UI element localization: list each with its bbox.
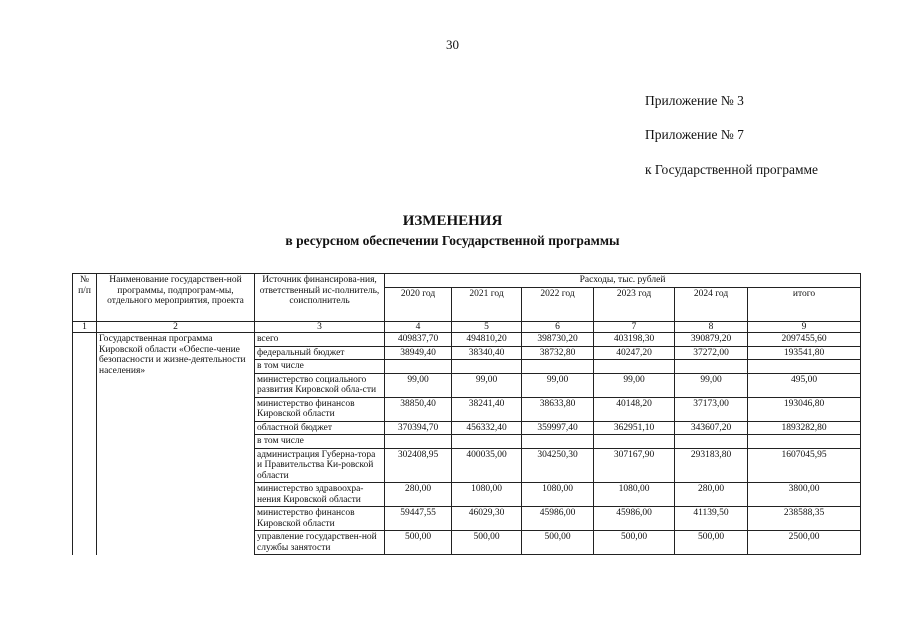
page-number: 30 <box>446 37 459 52</box>
column-index: 3 <box>255 321 385 333</box>
column-index: 9 <box>748 321 861 333</box>
funding-source: областной бюджет <box>255 421 385 435</box>
year-value: 390879,20 <box>675 333 748 347</box>
header-year: 2022 год <box>522 287 594 321</box>
header-year: 2024 год <box>675 287 748 321</box>
year-value: 38850,40 <box>385 397 452 421</box>
year-value <box>675 360 748 374</box>
year-value: 500,00 <box>675 531 748 555</box>
year-value: 304250,30 <box>522 448 594 483</box>
year-value: 1080,00 <box>452 483 522 507</box>
year-value: 280,00 <box>675 483 748 507</box>
year-value: 41139,50 <box>675 507 748 531</box>
year-value: 99,00 <box>452 373 522 397</box>
total-value: 193046,80 <box>748 397 861 421</box>
year-value: 99,00 <box>385 373 452 397</box>
funding-source: министерство социального развития Кировской обла-сти <box>255 373 385 397</box>
appendix-line-1: Приложение № 3 <box>645 93 744 108</box>
year-value: 59447,55 <box>385 507 452 531</box>
total-value: 2097455,60 <box>748 333 861 347</box>
total-value <box>748 435 861 449</box>
year-value: 38949,40 <box>385 346 452 360</box>
total-value: 3800,00 <box>748 483 861 507</box>
year-value <box>675 435 748 449</box>
column-index: 8 <box>675 321 748 333</box>
total-value: 2500,00 <box>748 531 861 555</box>
column-index: 4 <box>385 321 452 333</box>
funding-source: министерство финансов Кировской области <box>255 507 385 531</box>
year-value: 500,00 <box>452 531 522 555</box>
column-index: 2 <box>97 321 255 333</box>
year-value <box>594 435 675 449</box>
year-value: 280,00 <box>385 483 452 507</box>
appendix-line-2: Приложение № 7 <box>645 127 744 142</box>
year-value <box>594 360 675 374</box>
year-value: 99,00 <box>522 373 594 397</box>
year-value <box>452 360 522 374</box>
year-value: 293183,80 <box>675 448 748 483</box>
funding-source: министерство финансов Кировской области <box>255 397 385 421</box>
year-value: 38732,80 <box>522 346 594 360</box>
year-value: 409837,70 <box>385 333 452 347</box>
year-value: 1080,00 <box>594 483 675 507</box>
total-value: 193541,80 <box>748 346 861 360</box>
year-value: 38633,80 <box>522 397 594 421</box>
year-value <box>522 435 594 449</box>
total-value: 495,00 <box>748 373 861 397</box>
year-value: 500,00 <box>522 531 594 555</box>
funding-source: управление государствен-ной службы занятости <box>255 531 385 555</box>
header-name: Наименование государствен-ной программы, подпрограм-мы, отдельного мероприятия, проекта <box>97 274 255 322</box>
year-value <box>522 360 594 374</box>
total-value: 1893282,80 <box>748 421 861 435</box>
column-index: 5 <box>452 321 522 333</box>
year-value: 46029,30 <box>452 507 522 531</box>
year-value: 370394,70 <box>385 421 452 435</box>
header-expenses: Расходы, тыс. рублей <box>385 274 861 288</box>
total-value: 238588,35 <box>748 507 861 531</box>
year-value: 99,00 <box>594 373 675 397</box>
year-value: 307167,90 <box>594 448 675 483</box>
year-value: 45986,00 <box>522 507 594 531</box>
header-year: 2020 год <box>385 287 452 321</box>
year-value: 37272,00 <box>675 346 748 360</box>
total-value <box>748 360 861 374</box>
header-total: итого <box>748 287 861 321</box>
year-value: 398730,20 <box>522 333 594 347</box>
year-value: 38340,40 <box>452 346 522 360</box>
year-value: 456332,40 <box>452 421 522 435</box>
year-value: 400035,00 <box>452 448 522 483</box>
resource-table <box>72 273 861 555</box>
year-value: 99,00 <box>675 373 748 397</box>
year-value <box>385 435 452 449</box>
column-index-row <box>73 321 861 333</box>
header-source: Источник финансирова-ния, ответственный ис-полнитель, соисполнитель <box>255 274 385 322</box>
total-value: 1607045,95 <box>748 448 861 483</box>
funding-source: министерство здравоохра-нения Кировской области <box>255 483 385 507</box>
year-value: 359997,40 <box>522 421 594 435</box>
year-value: 362951,10 <box>594 421 675 435</box>
program-number <box>73 333 97 555</box>
header-number: № п/п <box>73 274 97 322</box>
year-value <box>452 435 522 449</box>
funding-source: федеральный бюджет <box>255 346 385 360</box>
year-value: 40247,20 <box>594 346 675 360</box>
year-value: 1080,00 <box>522 483 594 507</box>
year-value: 403198,30 <box>594 333 675 347</box>
document-subtitle: в ресурсном обеспечении Государственной программы <box>285 233 620 248</box>
year-value: 302408,95 <box>385 448 452 483</box>
funding-source: в том числе <box>255 360 385 374</box>
document-title: ИЗМЕНЕНИЯ <box>402 213 503 229</box>
year-value: 343607,20 <box>675 421 748 435</box>
year-value: 40148,20 <box>594 397 675 421</box>
year-value: 494810,20 <box>452 333 522 347</box>
year-value: 500,00 <box>385 531 452 555</box>
year-value: 38241,40 <box>452 397 522 421</box>
column-index: 6 <box>522 321 594 333</box>
table-row <box>73 333 861 347</box>
header-year: 2023 год <box>594 287 675 321</box>
program-name: Государственная программа Кировской области «Обеспе-чение безопасности и жизне-деятельности населения» <box>97 333 255 555</box>
funding-source: администрация Губерна-тора и Правительства Ки-ровской области <box>255 448 385 483</box>
year-value: 45986,00 <box>594 507 675 531</box>
year-value: 500,00 <box>594 531 675 555</box>
funding-source: в том числе <box>255 435 385 449</box>
column-index: 7 <box>594 321 675 333</box>
appendix-line-3: к Государственной программе <box>645 162 819 177</box>
column-index: 1 <box>73 321 97 333</box>
funding-source: всего <box>255 333 385 347</box>
year-value <box>385 360 452 374</box>
header-year: 2021 год <box>452 287 522 321</box>
year-value: 37173,00 <box>675 397 748 421</box>
